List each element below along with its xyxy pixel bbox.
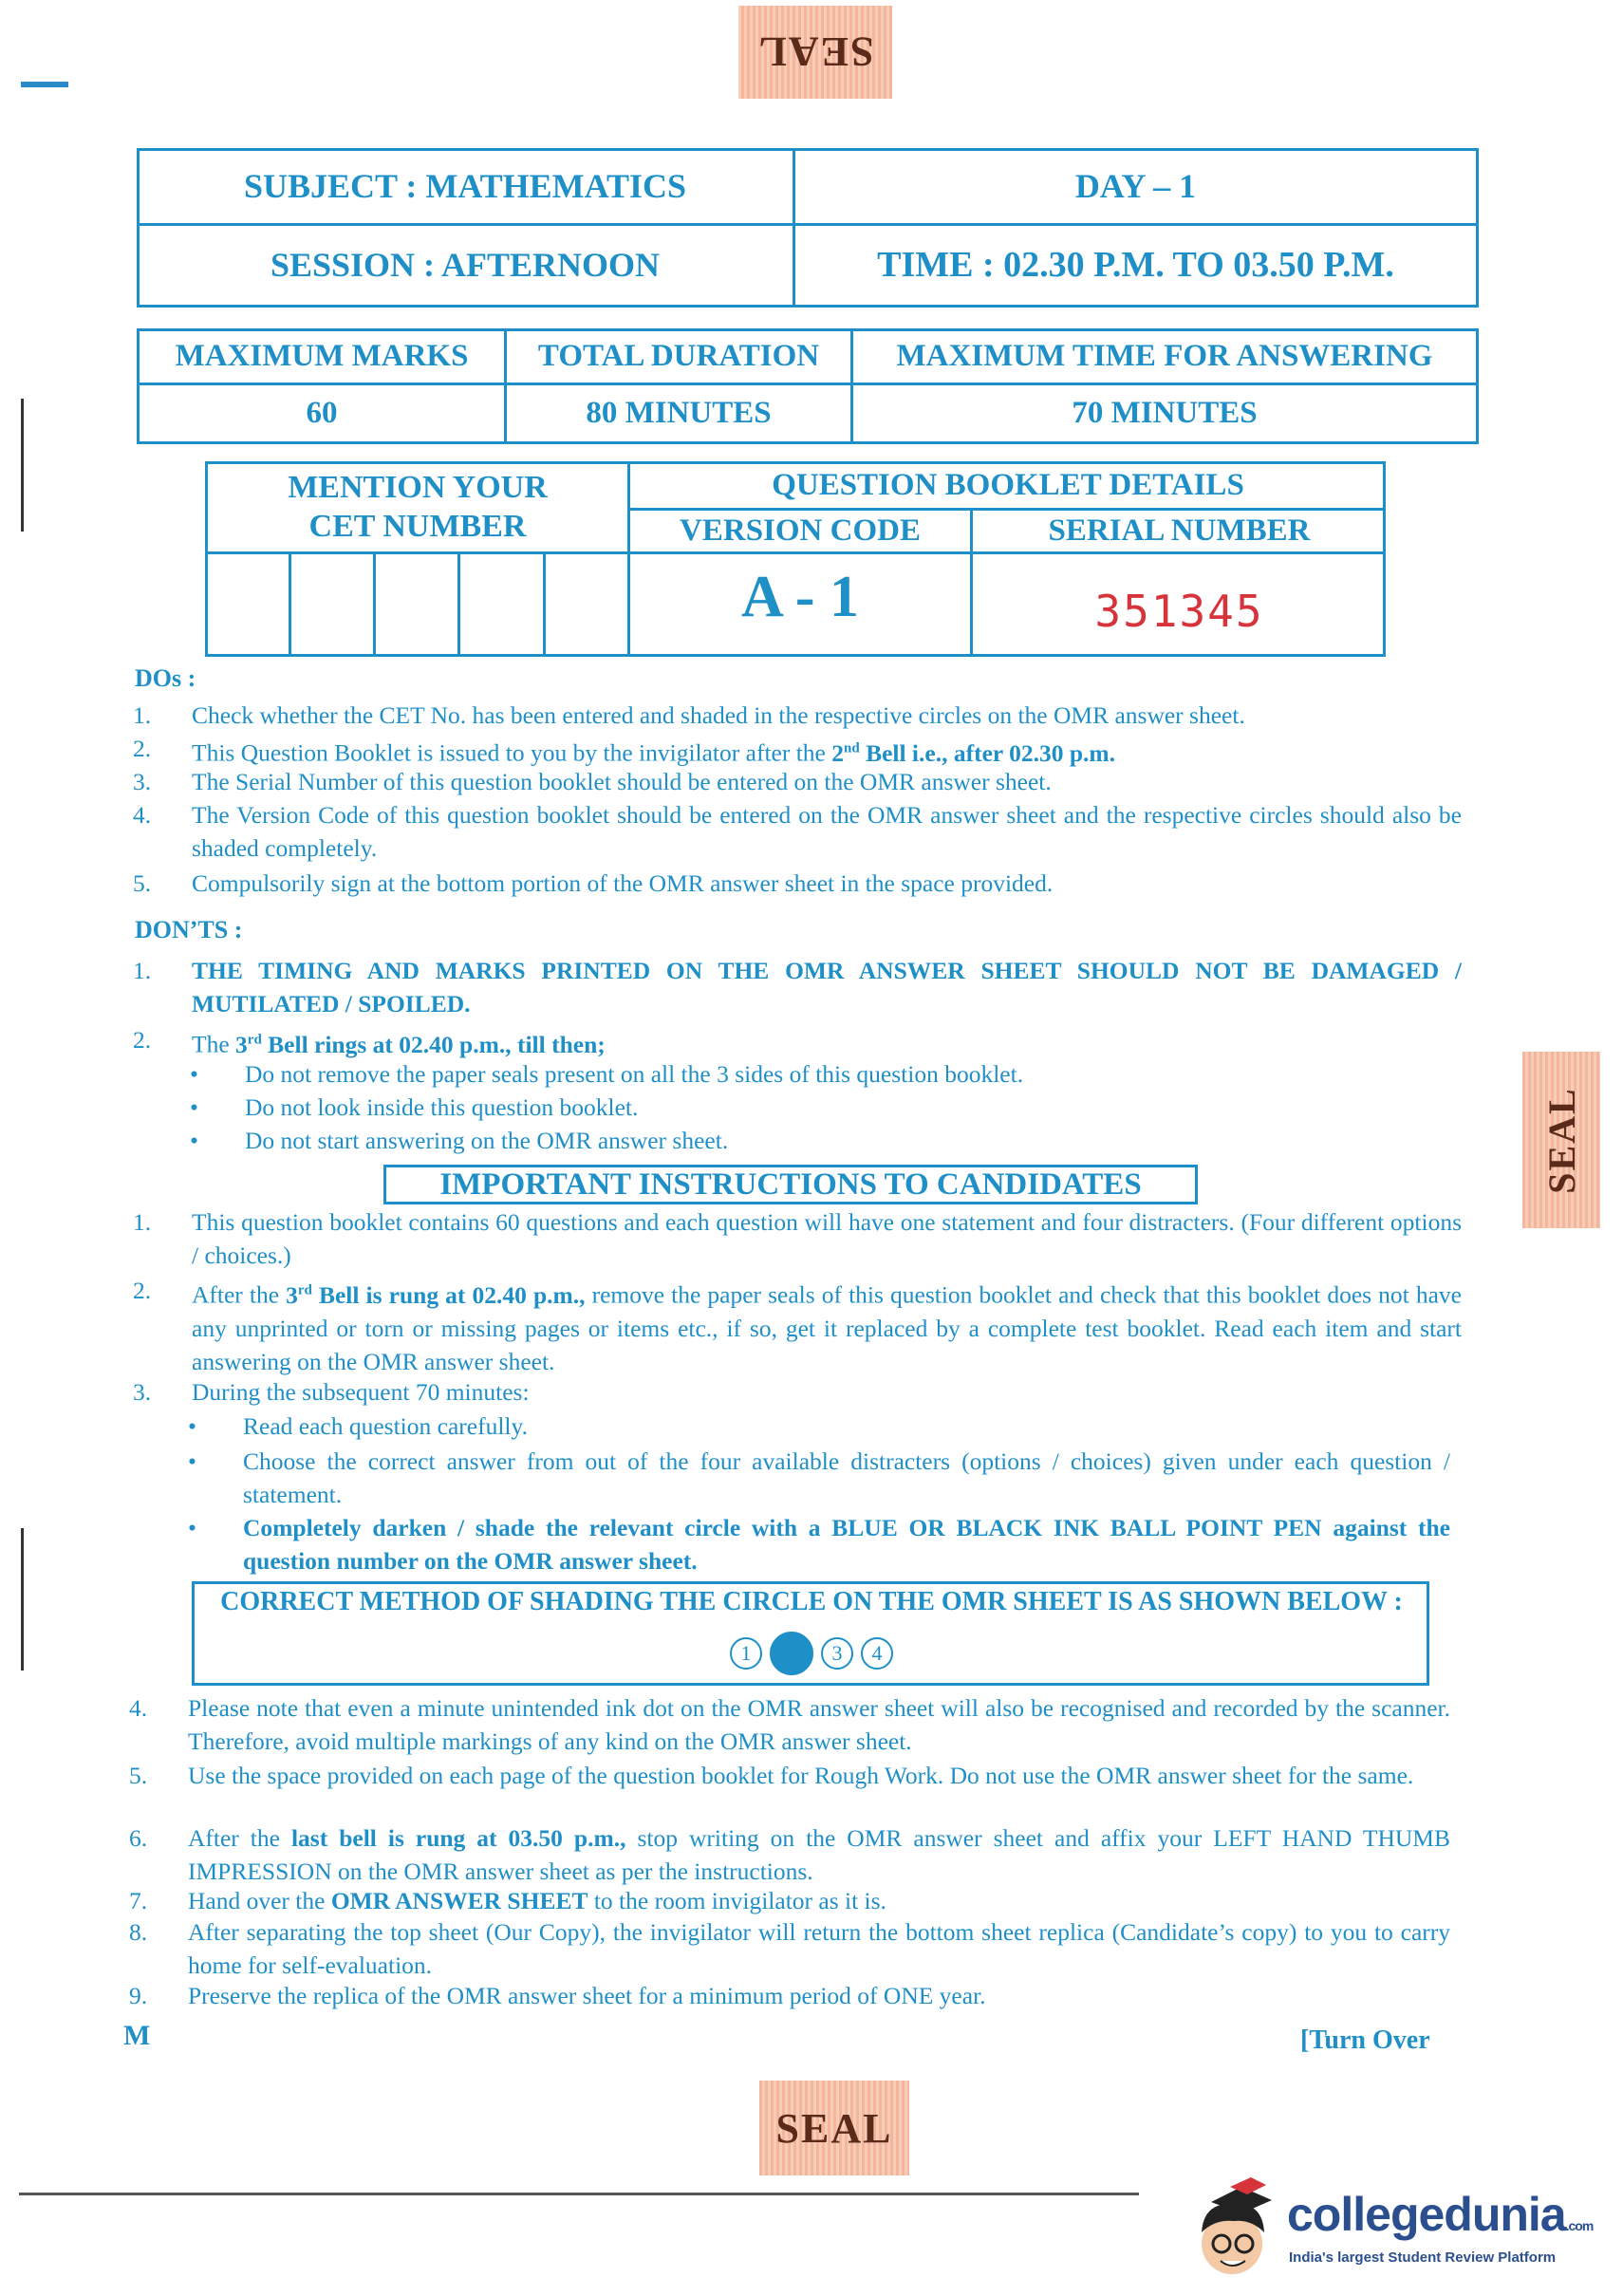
important-title: IMPORTANT INSTRUCTIONS TO CANDIDATES [383,1165,1198,1204]
time-cell [795,226,1476,305]
scan-mark [21,82,68,87]
seal-bottom [759,2081,909,2175]
subject-cell [140,151,791,223]
seal-top-label: SEAL [756,28,874,76]
cet-number-label: MENTION YOUR CET NUMBER [288,470,548,544]
page-code: M [123,2020,151,2051]
cet-box-4[interactable] [460,554,543,654]
turn-over: [Turn Over [1300,2025,1430,2055]
seal-top [738,6,892,99]
day-cell [795,151,1476,223]
total-duration-header: TOTAL DURATION [537,339,820,374]
seal-right-label: SEAL [1539,1086,1583,1194]
scan-line [21,1528,24,1671]
max-time-value: 70 MINUTES [1072,395,1258,430]
session-cell [140,226,791,305]
day-label: DAY – 1 [1074,167,1197,206]
omr-example [655,1629,968,1678]
max-time-header: MAXIMUM TIME FOR ANSWERING [896,339,1433,374]
bottom-rule [19,2193,1139,2195]
session-label: SESSION : AFTERNOON [270,245,661,284]
cet-box-3[interactable] [376,554,457,654]
shading-method-label: CORRECT METHOD OF SHADING THE CIRCLE ON THE OMR SHEET IS AS SHOWN BELOW : [220,1587,1403,1616]
mascot-icon [1194,2174,1279,2286]
cet-box-5[interactable] [546,554,627,654]
cet-box-1[interactable] [208,554,289,654]
version-code-header: VERSION CODE [680,513,921,548]
scan-line [21,399,24,532]
brand-tagline: India's largest Student Review Platform [1289,2249,1557,2266]
cet-box-2[interactable] [291,554,373,654]
omr-option-3: 3 [821,1637,853,1670]
max-marks-value: 60 [306,395,338,430]
collegedunia-logo [1194,2174,1612,2287]
omr-option-2-filled [770,1632,813,1675]
time-label: TIME : 02.30 P.M. TO 03.50 P.M. [877,244,1394,285]
brand-name: collegedunia [1287,2188,1566,2241]
seal-bottom-label: SEAL [775,2104,893,2152]
seal-right [1522,1052,1600,1228]
subject-label: SUBJECT : MATHEMATICS [243,167,687,206]
max-marks-header: MAXIMUM MARKS [175,339,469,374]
brand-tld: .com [1565,2218,1594,2233]
serial-number-header: SERIAL NUMBER [1048,513,1311,548]
serial-number-value: 351345 [1094,586,1264,638]
booklet-details-header: QUESTION BOOKLET DETAILS [772,468,1244,503]
omr-option-4: 4 [861,1637,893,1670]
donts-title: DON’TS : [135,916,243,943]
omr-option-1: 1 [730,1637,762,1670]
version-code-value: A - 1 [741,564,859,629]
dos-title: DOs : [135,664,196,692]
total-duration-value: 80 MINUTES [586,395,772,430]
